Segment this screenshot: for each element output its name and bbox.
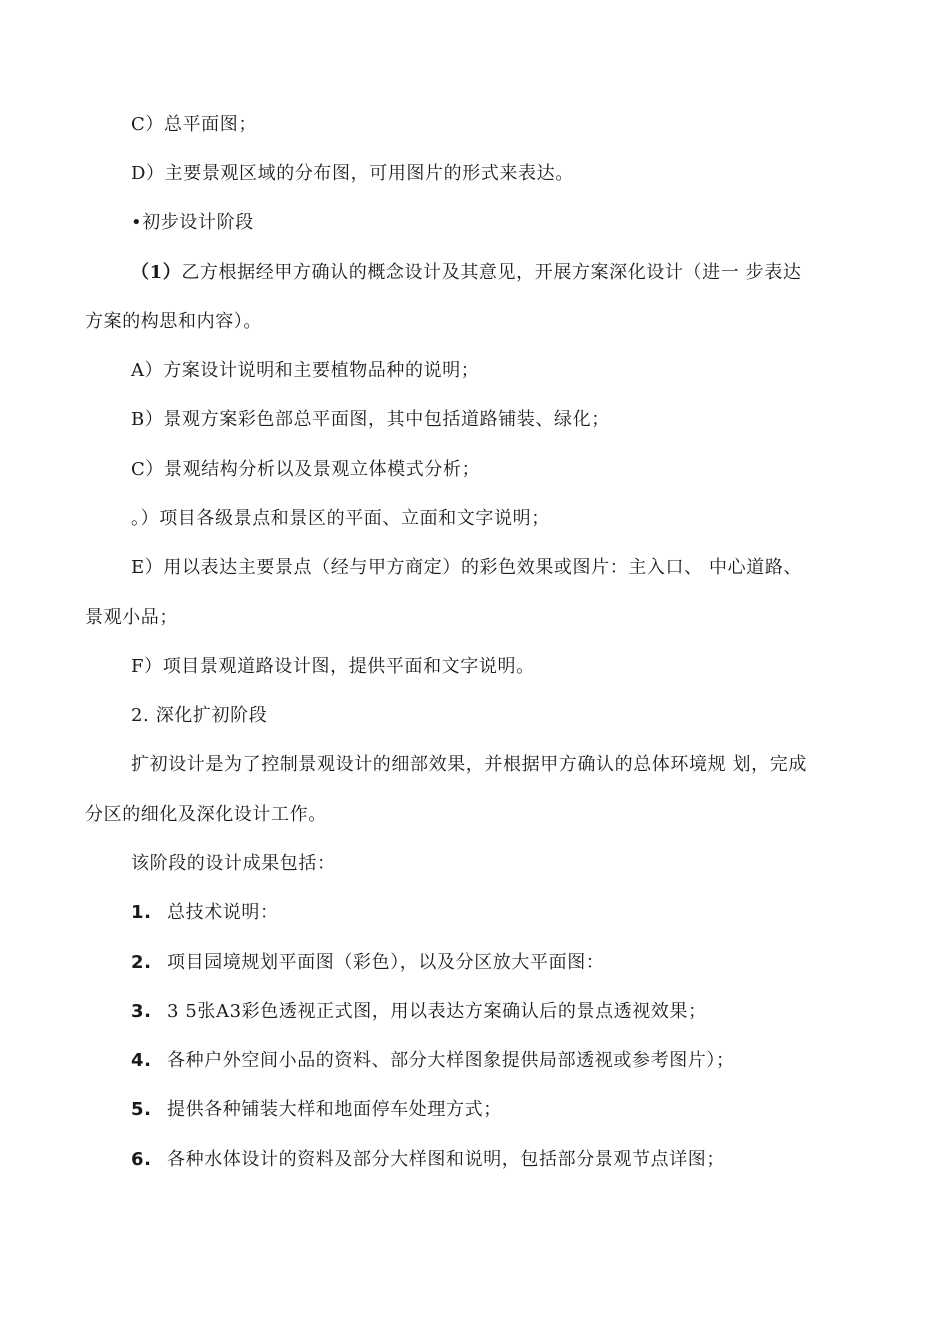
paragraph-line: 扩初设计是为了控制景观设计的细部效果，并根据甲方确认的总体环境规 划，完成 [131,754,807,775]
list-number: 5. [131,1099,152,1120]
text-line: 。）项目各级景点和景区的平面、立面和文字说明； [131,508,550,529]
list-number: 4. [131,1050,152,1071]
text-line: E）用以表达主要景点（经与甲方商定）的彩色效果或图片：主入口、 中心道路、 [131,557,803,578]
list-item [131,901,279,925]
list-text: 项目园境规划平面图（彩色），以及分区放大平面图： [167,952,605,973]
list-text: 各种户外空间小品的资料、部分大样图象提供局部透视或参考图片）； [167,1050,735,1071]
list-number: 1. [131,902,152,923]
list-item [131,1000,707,1024]
list-number: 2. [131,952,152,973]
text-line: C）总平面图； [131,114,257,135]
text-line: F）项目景观道路设计图，提供平面和文字说明。 [131,656,535,677]
text-line: B）景观方案彩色部总平面图，其中包括道路铺装、绿化； [131,409,610,430]
list-number: 6. [131,1149,152,1170]
paragraph-line [131,261,801,285]
paragraph-number: （1） [131,262,182,283]
list-text: 提供各种铺装大样和地面停车处理方式； [167,1099,502,1120]
paragraph-line: 分区的细化及深化设计工作。 [85,804,327,825]
paragraph-line: 方案的构思和内容）。 [85,311,262,332]
text-line: A）方案设计说明和主要植物品种的说明； [131,360,480,381]
list-number: 3. [131,1001,152,1022]
list-item [131,1148,725,1172]
text-line: C）景观结构分析以及景观立体模式分析； [131,459,481,480]
list-text: 各种水体设计的资料及部分大样图和说明，包括部分景观节点详图； [167,1149,725,1170]
text-line: 景观小品； [85,607,178,628]
list-item [131,1049,735,1073]
paragraph-line: 该阶段的设计成果包括： [131,853,336,874]
list-item [131,1098,502,1122]
paragraph-text: 乙方根据经甲方确认的概念设计及其意见，开展方案深化设计（进一 步表达 [181,262,802,283]
section-heading: •初步设计阶段 [131,212,254,233]
text-line: D）主要景观区域的分布图，可用图片的形式来表达。 [131,163,574,184]
list-text: 总技术说明： [167,902,279,923]
list-text: 3 5张A3彩色透视正式图，用以表达方案确认后的景点透视效果； [167,1001,707,1022]
list-item [131,951,604,975]
section-heading: 2. 深化扩初阶段 [131,705,268,726]
